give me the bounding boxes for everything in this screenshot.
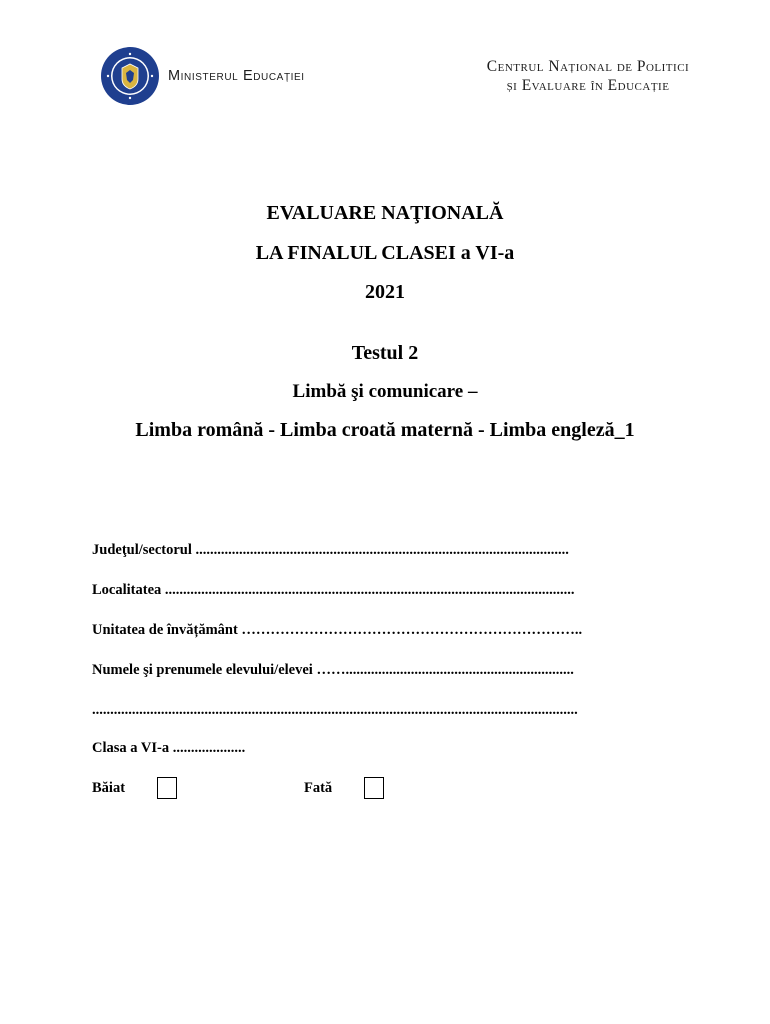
locality-field: Localitatea ................................................................................................................. <box>92 582 575 598</box>
ministry-name: Ministerul Educației <box>168 68 305 84</box>
county-field: Judeţul/sectorul ....................................................................................................... <box>92 542 569 558</box>
student-name-field: Numele şi prenumele elevului/elevei ……............................................................... <box>92 662 574 678</box>
national-center-name <box>470 57 706 95</box>
class-field: Clasa a VI-a .................... <box>92 740 246 756</box>
center-name-line1: Centrul Național de Politici <box>486 58 690 75</box>
girl-label: Fată <box>304 780 333 796</box>
languages-title: Limba română - Limba croată maternă - Limba engleză_1 <box>135 419 635 441</box>
subject-title: Limbă şi comunicare – <box>292 381 478 402</box>
school-field: Unitatea de învățământ …………………………………………………………….. <box>92 622 583 638</box>
center-name-line2: și Evaluare în Educație <box>506 77 670 94</box>
student-name-continuation: ...................................................................................................................................... <box>92 702 578 718</box>
gender-selection <box>92 777 412 801</box>
boy-label: Băiat <box>92 780 126 796</box>
exam-level: LA FINALUL CLASEI a VI-a <box>255 242 515 264</box>
girl-checkbox[interactable] <box>364 777 384 799</box>
exam-title: EVALUARE NAŢIONALĂ <box>266 202 504 224</box>
test-number: Testul 2 <box>351 342 419 364</box>
boy-checkbox[interactable] <box>157 777 177 799</box>
government-seal-logo <box>100 46 160 106</box>
exam-year: 2021 <box>365 281 405 303</box>
ministry-header <box>100 46 305 106</box>
